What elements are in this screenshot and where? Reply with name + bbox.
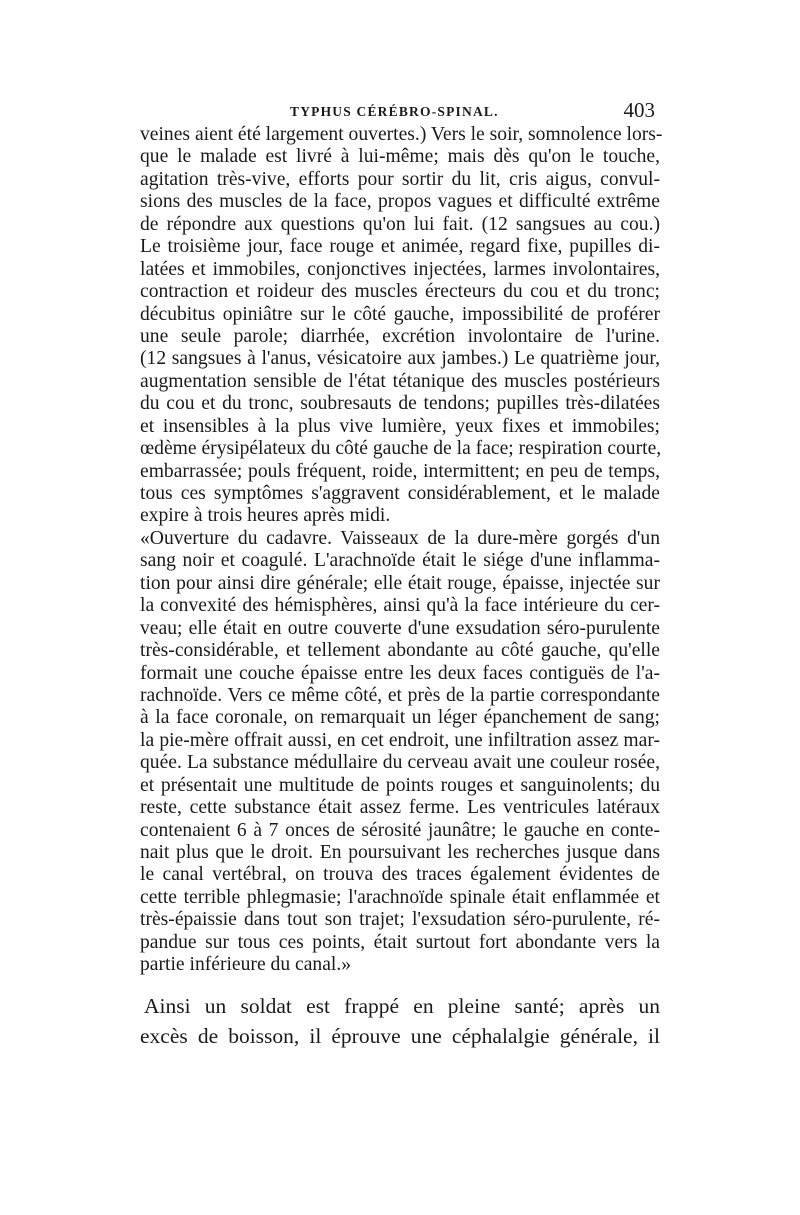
paragraph-commentary: [140, 991, 660, 1051]
text-line: tous ces symptômes s'aggravent considérablement, et le malade: [140, 483, 660, 504]
text-line: pandue sur tous ces points, était surtout fort abondante vers la: [140, 931, 660, 953]
text-line: sang noir et coagulé. L'arachnoïde était le siége d'une inflamma-: [140, 550, 660, 572]
paragraph-spacer: [140, 977, 660, 991]
text-line: à la face coronale, on remarquait un léger épanchement de sang;: [140, 707, 660, 729]
text-line: décubitus opiniâtre sur le côté gauche, impossibilité de proférer: [140, 303, 660, 325]
text-line: formait une couche épaisse entre les deux faces contiguës de l'a-: [140, 662, 660, 684]
text-line: quée. La substance médullaire du cerveau avait une couleur rosée,: [140, 752, 660, 774]
paragraph-case-continued: [140, 124, 663, 528]
text-line: nait plus que le droit. En poursuivant les recherches jusque dans: [140, 842, 660, 863]
text-line: très-épaissie dans tout son trajet; l'exsudation séro-purulente, ré-: [140, 909, 660, 931]
text-line: veau; elle était en outre couverte d'une exsudation séro-purulente: [140, 617, 660, 639]
text-line: expire à trois heures après midi.: [140, 505, 391, 527]
paragraph-autopsy: [140, 528, 660, 977]
text-line: rachnoïde. Vers ce même côté, et près de la partie correspondante: [140, 684, 660, 706]
text-line: une seule parole; diarrhée, excrétion involontaire de l'urine.: [140, 325, 660, 347]
text-line: reste, cette substance était assez ferme. Les ventricules latéraux: [140, 797, 660, 819]
text-line: latées et immobiles, conjonctives injectées, larmes involontaires,: [140, 258, 660, 280]
text-line: la convexité des hémisphères, ainsi qu'à la face intérieure du cer-: [140, 595, 660, 617]
text-line: la pie-mère offrait aussi, en cet endroit, une infiltration assez mar-: [140, 729, 660, 751]
text-line: du cou et du tronc, soubresauts de tendons; pupilles très-dilatées: [140, 393, 660, 415]
text-line: de répondre aux questions qu'on lui fait. (12 sangsues au cou.): [140, 213, 660, 235]
text-line: augmentation sensible de l'état tétanique des muscles postérieurs: [140, 370, 660, 392]
text-line: très-considérable, et tellement abondante au côté gauche, qu'elle: [140, 640, 660, 662]
text-line: cette terrible phlegmasie; l'arachnoïde spinale était enflammée et: [140, 886, 660, 908]
text-line: Ainsi un soldat est frappé en pleine santé; après un: [144, 993, 660, 1018]
text-line: le canal vertébral, on trouva des traces également évidentes de: [140, 864, 660, 886]
text-line: «Ouverture du cadavre. Vaisseaux de la dure-mère gorgés d'un: [140, 527, 660, 549]
text-line: contraction et roideur des muscles érecteurs du cou et du tronc;: [140, 281, 660, 303]
text-line: excès de boisson, il éprouve une céphalalgie générale, il: [140, 1023, 660, 1048]
text-line: sions des muscles de la face, propos vagues et difficulté extrême: [140, 191, 660, 213]
text-line: que le malade est livré à lui-même; mais dès qu'on le touche,: [140, 146, 660, 168]
text-line: tion pour ainsi dire générale; elle était rouge, épaisse, injectée sur: [140, 572, 660, 594]
running-title: TYPHUS CÉRÉBRO-SPINAL.: [290, 104, 499, 119]
text-line: et présentait une multitude de points rouges et sanguinolents; du: [140, 774, 660, 796]
text-line: œdème érysipélateux du côté gauche de la face; respiration courte,: [140, 438, 662, 460]
text-line: contenaient 6 à 7 onces de sérosité jaunâtre; le gauche en conte-: [140, 819, 660, 841]
text-line: partie inférieure du canal.»: [140, 954, 352, 976]
page-body: [140, 124, 663, 1051]
text-line: veines aient été largement ouvertes.) Vers le soir, somnolence lors-: [140, 124, 663, 145]
text-line: et insensibles à la plus vive lumière, yeux fixes et immobiles;: [140, 415, 660, 437]
page-number: 403: [623, 98, 655, 122]
text-line: Le troisième jour, face rouge et animée, regard fixe, pupilles di-: [140, 236, 660, 258]
text-line: embarrassée; pouls fréquent, roide, intermittent; en peu de temps,: [140, 460, 660, 482]
text-line: (12 sangsues à l'anus, vésicatoire aux jambes.) Le quatrième jour,: [140, 348, 660, 370]
text-line: agitation très-vive, efforts pour sortir du lit, cris aigus, convul-: [140, 168, 660, 190]
